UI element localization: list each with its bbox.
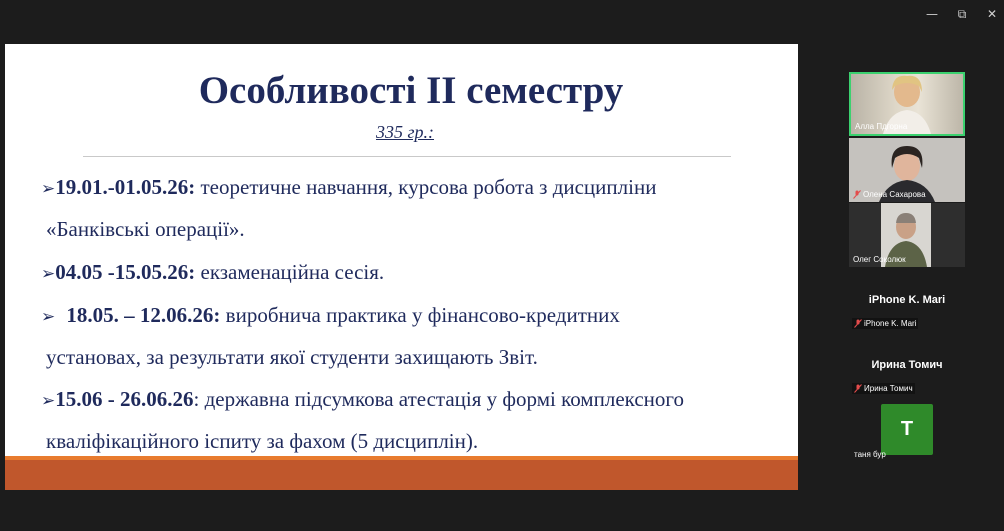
minimize-icon: — xyxy=(926,7,938,21)
mic-off-icon xyxy=(854,319,862,328)
slide-line: ➢04.05 -15.05.26: екзаменаційна сесія. xyxy=(41,260,385,284)
restore-button[interactable] xyxy=(947,4,977,24)
slide-title: Особливості ІІ семестру xyxy=(198,69,624,112)
mic-off-icon xyxy=(853,190,861,199)
slide-line: ➢15.06 - 26.06.26: державна підсумкова атестація у формі комплексного xyxy=(41,387,684,411)
participant-name: таня бур xyxy=(854,450,886,459)
shared-slide xyxy=(5,44,798,490)
slide-line: установах, за результати якої студенти захищають Звіт. xyxy=(46,345,538,369)
participant-tile-olena[interactable] xyxy=(849,138,965,202)
bullet-arrow-icon: ➢ xyxy=(41,307,62,327)
bullet-arrow-icon: ➢ xyxy=(41,264,56,284)
slide-divider xyxy=(83,156,731,157)
participant-label xyxy=(853,190,926,199)
participant-name: iPhone K. Mari xyxy=(864,319,917,328)
avatar[interactable]: T xyxy=(881,404,933,455)
participant-label xyxy=(852,449,888,460)
participant-name: Алла Пдгорна xyxy=(855,122,908,131)
restore-icon: ⧉ xyxy=(957,6,967,21)
minimize-button[interactable] xyxy=(917,4,947,24)
participant-tile-oleh[interactable] xyxy=(849,203,965,267)
slide-subtitle: 335 гр.: xyxy=(375,122,435,142)
bullet-arrow-icon: ➢ xyxy=(41,391,56,411)
participant-name: Олег Соколюк xyxy=(853,255,906,264)
bullet-arrow-icon: ➢ xyxy=(41,179,56,199)
slide-line: ➢19.01.-01.05.26: теоретичне навчання, курсова робота з дисципліни xyxy=(41,175,657,199)
participant-name: Ирина Томич xyxy=(864,384,913,393)
mic-off-icon xyxy=(854,384,862,393)
slide-line: кваліфікаційного іспиту за фахом (5 дисциплін). xyxy=(46,429,479,453)
close-button[interactable] xyxy=(977,4,1004,24)
participant-tile-alla[interactable] xyxy=(849,72,965,136)
participant-name-large: Ирина Томич xyxy=(871,359,943,371)
slide-line: «Банківські операції». xyxy=(46,217,245,241)
participant-name-large: iPhone K. Mari xyxy=(868,294,946,306)
participant-name: Олена Сахарова xyxy=(863,190,926,199)
slide-footer-bar xyxy=(5,460,798,490)
slide-line: ➢ 18.05. – 12.06.26: виробнича практика у фінансово-кредитних xyxy=(41,303,620,327)
close-icon: ✕ xyxy=(986,7,998,21)
participant-label[interactable] xyxy=(852,383,915,394)
participant-label[interactable] xyxy=(852,318,918,329)
